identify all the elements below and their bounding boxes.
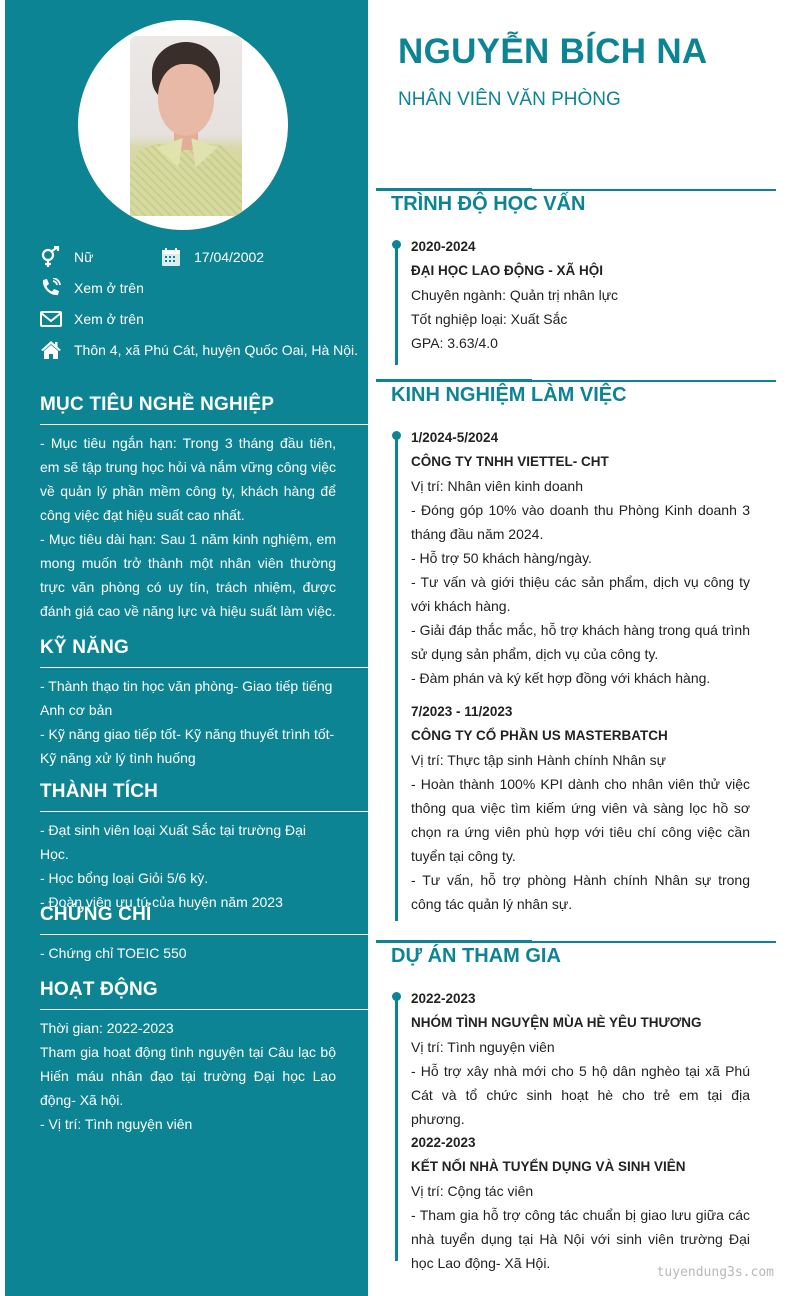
objective-line: - Mục tiêu dài hạn: Sau 1 năm kinh nghiệm, em mong muốn trở thành một nhân viên thường trực văn phòng có uy tín, trách nhiệm, được đánh giá cao về năng lực và hiệu suất làm việc. xyxy=(40,531,336,619)
achievement-line: - Học bổng loại Giỏi 5/6 kỳ. xyxy=(40,870,209,886)
item-line: - Hỗ trợ 50 khách hàng/ngày. xyxy=(411,550,592,566)
item-date: 2020-2024 xyxy=(411,239,476,254)
experience-item xyxy=(411,700,750,916)
item-line: GPA: 3.63/4.0 xyxy=(411,335,498,351)
item-line: Vị trí: Tình nguyện viên xyxy=(411,1039,555,1055)
section-title: KINH NGHIỆM LÀM VIỆC xyxy=(391,384,627,406)
section-title: MỤC TIÊU NGHỀ NGHIỆP xyxy=(40,394,368,425)
calendar-icon xyxy=(160,247,182,267)
home-icon xyxy=(40,340,62,360)
address-value: Thôn 4, xã Phú Cát, huyện Quốc Oai, Hà Nội. xyxy=(74,342,359,358)
item-line: - Giải đáp thắc mắc, hỗ trợ khách hàng trong quá trình sử dụng sản phẩm, dịch vụ của công ty. xyxy=(411,622,750,662)
item-line: - Tư vấn và giới thiệu các sản phẩm, dịch vụ công ty với khách hàng. xyxy=(411,574,750,614)
contact-phone xyxy=(40,278,144,298)
section-title: HOẠT ĐỘNG xyxy=(40,979,368,1010)
gender-icon xyxy=(40,247,62,267)
item-date: 2022-2023 xyxy=(411,991,476,1006)
section-title: DỰ ÁN THAM GIA xyxy=(391,945,561,967)
section-title: TRÌNH ĐỘ HỌC VẤN xyxy=(391,193,586,215)
item-line: - Tư vấn, hỗ trợ phòng Hành chính Nhân sự trong công tác quản lý nhân sự. xyxy=(411,872,750,912)
item-date: 7/2023 - 11/2023 xyxy=(411,704,513,719)
job-title: NHÂN VIÊN VĂN PHÒNG xyxy=(398,89,621,110)
section-title: KỸ NĂNG xyxy=(40,637,368,668)
item-line: - Hoàn thành 100% KPI dành cho nhân viên thử việc thông qua việc tìm kiếm ứng viên và sàng lọc hồ sơ chọn ra ứng viên phù hợp với tiêu chí công việc cần tuyển tại công ty. xyxy=(411,776,750,864)
skill-line: - Thành thạo tin học văn phòng- Giao tiếp tiếng Anh cơ bản xyxy=(40,678,333,718)
watermark: tuyendung3s.com xyxy=(656,1265,774,1280)
gender-value: Nữ xyxy=(74,249,94,265)
sidebar xyxy=(5,0,368,1296)
project-item xyxy=(411,987,750,1275)
phone-value: Xem ở trên xyxy=(74,280,144,296)
item-line: - Đàm phán và ký kết hợp đồng với khách hàng. xyxy=(411,670,711,686)
item-line: Vị trí: Nhân viên kinh doanh xyxy=(411,478,583,494)
item-line: Chuyên ngành: Quản trị nhân lực xyxy=(411,287,619,303)
item-line: - Hỗ trợ xây nhà mới cho 5 hộ dân nghèo tại xã Phú Cát và tổ chức sinh hoạt hè cho trẻ em tại địa phương. xyxy=(411,1063,750,1127)
timeline-dot xyxy=(392,240,401,249)
activity-line: Thời gian: 2022-2023 xyxy=(40,1020,174,1036)
achievement-line: - Đạt sinh viên loại Xuất Sắc tại trường Đại Học. xyxy=(40,822,307,862)
certificates-section xyxy=(40,904,368,965)
contact-birthday xyxy=(160,247,264,267)
email-icon xyxy=(40,309,62,329)
candidate-name: NGUYỄN BÍCH NA xyxy=(398,32,708,71)
item-line: - Tham gia hỗ trợ công tác chuẩn bị giao lưu giữa các nhà tuyển dụng tại Hà Nội với sinh viên trường Đại học Lao động- Xã Hội. xyxy=(411,1207,750,1271)
item-org: NHÓM TÌNH NGUYỆN MÙA HÈ YÊU THƯƠNG xyxy=(411,1015,702,1030)
activity-line: Tham gia hoạt động tình nguyện tại Câu lạc bộ Hiến máu nhân đạo tại trường Đại học Lao động- Xã hội. xyxy=(40,1044,336,1108)
skills-section xyxy=(40,637,368,770)
item-date: 1/2024-5/2024 xyxy=(411,430,499,445)
avatar xyxy=(78,20,288,230)
skill-line: - Kỹ năng giao tiếp tốt- Kỹ năng thuyết trình tốt- Kỹ năng xử lý tình huống xyxy=(40,726,335,766)
objective-line: - Mục tiêu ngắn hạn: Trong 3 tháng đầu tiên, em sẽ tập trung học hỏi và nắm vững công việc về quản lý phần mềm công ty, khách hàng để công việc đạt hiệu suất cao nhất. xyxy=(40,435,336,523)
item-line: Vị trí: Cộng tác viên xyxy=(411,1183,534,1199)
birthday-value: 17/04/2002 xyxy=(194,249,265,265)
experience-item xyxy=(411,426,750,690)
activities-section xyxy=(40,979,368,1136)
achievements-section xyxy=(40,781,368,914)
phone-icon xyxy=(40,278,62,298)
section-title: CHỨNG CHỈ xyxy=(40,904,368,935)
education-item xyxy=(411,235,750,355)
contact-address xyxy=(40,340,358,360)
achievement-line: - Đoàn viên ưu tú của huyện năm 2023 xyxy=(40,894,283,910)
profile-photo xyxy=(130,36,242,216)
item-org: CÔNG TY CỔ PHẦN US MASTERBATCH xyxy=(411,728,668,743)
item-line: Vị trí: Thực tập sinh Hành chính Nhân sự xyxy=(411,752,667,768)
section-title: THÀNH TÍCH xyxy=(40,781,368,812)
objective-section xyxy=(40,394,368,623)
contact-email xyxy=(40,309,144,329)
item-org: KẾT NỐI NHÀ TUYỂN DỤNG VÀ SINH VIÊN xyxy=(411,1159,686,1174)
item-date: 2022-2023 xyxy=(411,1135,476,1150)
item-org: ĐẠI HỌC LAO ĐỘNG - XÃ HỘI xyxy=(411,263,603,278)
contact-gender xyxy=(40,247,93,267)
activity-line: - Vị trí: Tình nguyện viên xyxy=(40,1116,193,1132)
timeline-dot xyxy=(392,431,401,440)
item-line: Tốt nghiệp loại: Xuất Sắc xyxy=(411,311,568,327)
certificate-line: - Chứng chỉ TOEIC 550 xyxy=(40,945,187,961)
item-line: - Đóng góp 10% vào doanh thu Phòng Kinh doanh 3 tháng đầu năm 2024. xyxy=(411,502,750,542)
email-value: Xem ở trên xyxy=(74,311,144,327)
item-org: CÔNG TY TNHH VIETTEL- CHT xyxy=(411,454,609,469)
timeline-dot xyxy=(392,992,401,1001)
